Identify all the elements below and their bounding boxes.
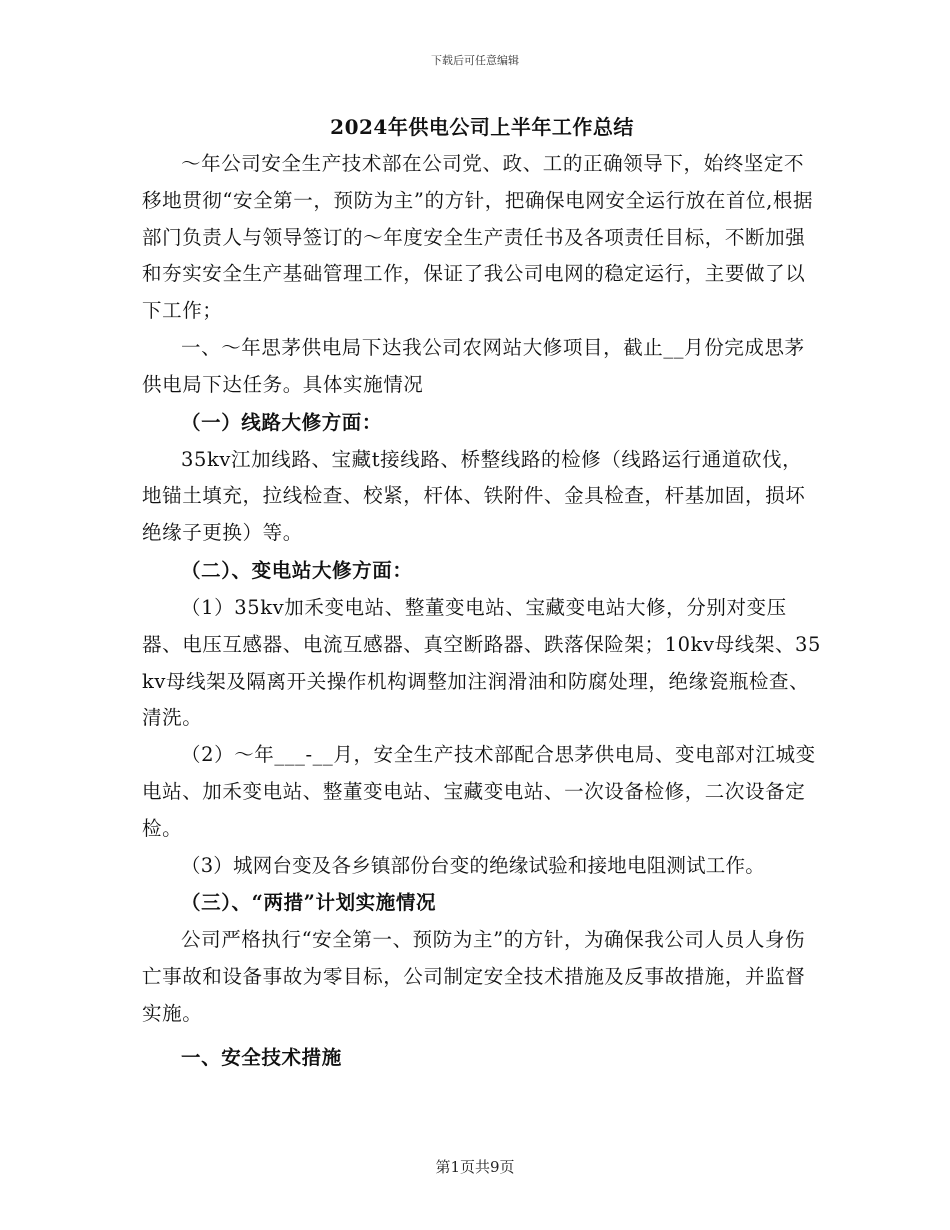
document-title: 2024年供电公司上半年工作总结 — [330, 115, 634, 139]
page-header: 下载后可任意编辑 — [431, 54, 519, 67]
subsection-3-paragraph: 公司严格执行“安全第一、预防为主”的方针，为确保我公司人员人身伤亡事故和设备事故为零目标，公司制定安全技术措施及反事故措施，并监督实施。 — [142, 928, 806, 1025]
subsection-2-item-3: （3）城网台变及各乡镇部份台变的绝缘试验和接地电阻测试工作。 — [181, 853, 765, 877]
page-footer: 第1页共9页 — [435, 1158, 515, 1176]
subsection-1-paragraph: 35kv江加线路、宝藏t接线路、桥整线路的检修（线路运行通道砍伐，地锚土填充，拉线检查、校紧，杆体、铁附件、金具检查，杆基加固，损坏绝缘子更换）等。 — [142, 447, 806, 545]
subsection-2-item-2: （2）～年___-__月，安全生产技术部配合思茅供电局、变电部对江城变电站、加禾变电站、整董变电站、宝藏变电站、一次设备检修，二次设备定检。 — [142, 743, 816, 840]
section-1-paragraph: 一、～年思茅供电局下达我公司农网站大修项目，截止__月份完成思茅供电局下达任务。具体实施情况 — [142, 335, 805, 396]
subsection-3-heading: （三）、“两措”计划实施情况 — [181, 891, 437, 915]
subsection-2-item-1: （1）35kv加禾变电站、整董变电站、宝藏变电站大修，分别对变压器、电压互感器、电流互感器、真空断路器、跌落保险架；10kv母线架、35kv母线架及隔离开关操作机构调整加注润滑油和防腐处理，绝缘瓷瓶检查、清洗。 — [142, 595, 822, 730]
section-2-heading: 一、安全技术措施 — [181, 1045, 342, 1069]
subsection-2-heading: （二）、变电站大修方面： — [181, 558, 413, 582]
subsection-1-heading: （一）线路大修方面： — [181, 410, 383, 434]
document-body — [142, 108, 822, 1077]
intro-paragraph: ～年公司安全生产技术部在公司党、政、工的正确领导下，始终坚定不移地贯彻“安全第一，预防为主”的方针，把确保电网安全运行放在首位,根据部门负责人与领导签订的～年度安全生产责任书及各项责任目标，不断加强和夯实安全生产基础管理工作，保证了我公司电网的稳定运行，主要做了以下工作； — [142, 152, 814, 323]
